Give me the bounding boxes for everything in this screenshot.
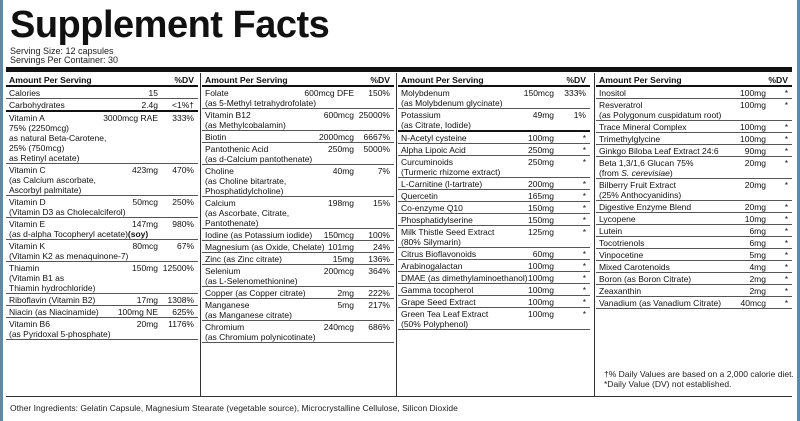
nutrient-amount: 100mg: [528, 261, 554, 271]
nutrient-amount: 2mg: [337, 288, 354, 298]
nutrient-source: (80% Silymarin): [401, 237, 461, 247]
nutrient-name: Manganese: [205, 300, 250, 310]
nutrient-name: Iodine (as Potassium iodide): [205, 230, 313, 240]
nutrient-amount: 100mg: [528, 309, 554, 319]
nutrient-source: (as d-alpha Tocopheryl acetate)(soy): [9, 229, 149, 239]
nutrient-daily-value: 150%: [368, 88, 390, 98]
nutrient-name: Calories: [9, 88, 41, 98]
nutrient-source: as Retinyl acetate): [9, 153, 80, 163]
nutrient-daily-value: 1308%: [167, 295, 194, 305]
panel-title: Supplement Facts: [10, 4, 330, 46]
nutrient-amount: 2000mcg: [319, 132, 354, 142]
nutrient-name: Folate: [205, 88, 229, 98]
nutrient-amount: 250mg: [328, 144, 354, 154]
nutrient-amount: 40mcg: [740, 298, 766, 308]
nutrient-source: Thiamin hydrochloride): [9, 283, 96, 293]
nutrient-daily-value: 15%: [372, 198, 390, 208]
nutrient-daily-value: *: [582, 227, 586, 237]
nutrient-daily-value: 136%: [368, 254, 390, 264]
nutrient-source: (as Manganese citrate): [205, 310, 292, 320]
nutrient-name: Citrus Bioflavonoids: [401, 249, 477, 259]
nutrient-amount: 20mg: [136, 319, 158, 329]
nutrient-daily-value: *: [784, 146, 788, 156]
daily-value-heading: %DV: [566, 75, 586, 85]
nutrient-row: [398, 202, 590, 214]
footnote: [604, 369, 794, 389]
nutrient-name: Potassium: [401, 110, 441, 120]
nutrient-row: [6, 99, 198, 112]
nutrient-amount: 198mg: [328, 198, 354, 208]
nutrient-row: [202, 165, 394, 197]
nutrient-name: Vitamin B6: [9, 319, 50, 329]
nutrient-row: [596, 133, 792, 145]
nutrient-amount: 150mg: [528, 203, 554, 213]
nutrient-name: Vinpocetine: [599, 250, 644, 260]
nutrient-daily-value: *: [582, 309, 586, 319]
nutrient-row: [398, 248, 590, 260]
nutrient-daily-value: *: [784, 158, 788, 168]
nutrient-daily-value: *: [784, 122, 788, 132]
nutrient-daily-value: 222%: [368, 288, 390, 298]
nutrient-name: Resveratrol: [599, 100, 643, 110]
allergen-soy: (soy): [127, 229, 149, 239]
nutrient-source: Ascorbyl palmitate): [9, 185, 82, 195]
nutrient-daily-value: *: [582, 215, 586, 225]
nutrient-name: Phosphatidylserine: [401, 215, 473, 225]
nutrient-daily-value: *: [784, 286, 788, 296]
nutrient-daily-value: 980%: [172, 219, 194, 229]
nutrient-amount: 150mcg: [323, 230, 354, 240]
nutrient-daily-value: 625%: [172, 307, 194, 317]
nutrient-name: Green Tea Leaf Extract: [401, 309, 489, 319]
nutrient-daily-value: 25000%: [358, 110, 390, 120]
nutrient-daily-value: *: [784, 274, 788, 284]
nutrient-column-2: [202, 73, 394, 396]
nutrient-daily-value: *: [784, 202, 788, 212]
nutrient-name: DMAE (as dimethylaminoethanol): [401, 273, 528, 283]
nutrient-row: [596, 87, 792, 99]
nutrient-amount: 240mcg: [323, 322, 354, 332]
nutrient-row: [6, 218, 198, 240]
nutrient-name: Pantothenic Acid: [205, 144, 269, 154]
daily-value-heading: %DV: [768, 75, 788, 85]
column-header: [6, 73, 198, 87]
nutrient-daily-value: *: [784, 100, 788, 110]
footnote-dv-basis: †% Daily Values are based on a 2,000 calorie diet.: [604, 369, 794, 379]
nutrient-row: [398, 132, 590, 144]
serving-info: [10, 47, 118, 65]
serving-size: Serving Size: 12 capsules: [10, 46, 114, 56]
nutrient-row: [398, 144, 590, 156]
nutrient-row: [596, 297, 792, 309]
nutrient-name: Grape Seed Extract: [401, 297, 476, 307]
nutrient-daily-value: *: [582, 249, 586, 259]
nutrient-name: Vitamin E: [9, 219, 46, 229]
nutrient-daily-value: 1%: [573, 110, 586, 120]
nutrient-daily-value: *: [582, 145, 586, 155]
nutrient-source: (Vitamin B1 as: [9, 273, 65, 283]
nutrient-amount: 100mg: [740, 134, 766, 144]
nutrient-row: [398, 87, 590, 109]
nutrient-row: [596, 99, 792, 121]
nutrient-daily-value: *: [784, 134, 788, 144]
amount-per-serving-heading: Amount Per Serving: [401, 75, 484, 85]
nutrient-row: [596, 249, 792, 261]
nutrient-row: [398, 214, 590, 226]
nutrient-name: Vitamin B12: [205, 110, 251, 120]
nutrient-daily-value: 217%: [368, 300, 390, 310]
nutrient-name: Selenium: [205, 266, 241, 276]
nutrient-name: Choline: [205, 166, 234, 176]
nutrient-amount: 125mg: [528, 227, 554, 237]
nutrient-row: [202, 265, 394, 287]
nutrient-row: [202, 299, 394, 321]
nutrient-row: [398, 296, 590, 308]
nutrient-row: [596, 213, 792, 225]
nutrient-amount: 2mg: [749, 274, 766, 284]
nutrient-daily-value: 67%: [176, 241, 194, 251]
nutrient-row: [202, 321, 394, 343]
nutrient-row: [596, 157, 792, 179]
nutrient-row: [596, 273, 792, 285]
nutrient-amount: 150mcg: [523, 88, 554, 98]
nutrient-row: [202, 143, 394, 165]
nutrient-daily-value: 333%: [172, 113, 194, 123]
nutrient-row: [398, 156, 590, 178]
nutrient-name: Thiamin: [9, 263, 40, 273]
nutrient-name: Curcuminoids: [401, 157, 453, 167]
nutrient-row: [596, 145, 792, 157]
nutrient-source: (as Citrate, Iodide): [401, 120, 471, 130]
nutrient-amount: 4mg: [749, 262, 766, 272]
amount-per-serving-heading: Amount Per Serving: [9, 75, 92, 85]
nutrient-name: Lycopene: [599, 214, 636, 224]
nutrient-row: [6, 196, 198, 218]
nutrient-row: [596, 121, 792, 133]
nutrient-daily-value: 686%: [368, 322, 390, 332]
nutrient-name: Chromium: [205, 322, 245, 332]
column-header: [202, 73, 394, 87]
nutrient-row: [398, 226, 590, 248]
nutrient-row: [6, 306, 198, 318]
nutrient-name: Vitamin C: [9, 165, 46, 175]
nutrient-name: Tocotrienols: [599, 238, 645, 248]
nutrient-amount: 100mg: [740, 122, 766, 132]
nutrient-source: (as Molybdenum glycinate): [401, 98, 503, 108]
nutrient-row: [6, 87, 198, 99]
nutrient-daily-value: *: [582, 261, 586, 271]
nutrient-row: [596, 237, 792, 249]
nutrient-amount: 2.4g: [141, 100, 158, 110]
nutrient-daily-value: *: [582, 157, 586, 167]
nutrient-row: [398, 272, 590, 284]
nutrient-row: [398, 178, 590, 190]
nutrient-name: Calcium: [205, 198, 236, 208]
nutrient-amount: 165mg: [528, 191, 554, 201]
nutrient-amount: 15: [148, 88, 158, 98]
nutrient-row: [596, 285, 792, 297]
nutrient-source: (as L-Selenomethionine): [205, 276, 298, 286]
nutrient-amount: 5mg: [749, 250, 766, 260]
nutrient-amount: 5mg: [337, 300, 354, 310]
nutrient-row: [6, 164, 198, 196]
other-ingredients: Other Ingredients: Gelatin Capsule, Magnesium Stearate (vegetable source), Microcrystalline Cellulose, Silicon Dioxide: [10, 403, 458, 413]
nutrient-row: [202, 287, 394, 299]
column-divider: [594, 73, 595, 396]
nutrient-name: Inositol: [599, 88, 626, 98]
nutrient-name: Vitamin K: [9, 241, 46, 251]
nutrient-amount: 80mcg: [132, 241, 158, 251]
nutrient-daily-value: 250%: [172, 197, 194, 207]
nutrient-amount: 250mg: [528, 145, 554, 155]
nutrient-row: [596, 179, 792, 201]
nutrient-source: (50% Polyphenol): [401, 319, 469, 329]
nutrient-column-3: [398, 73, 590, 396]
nutrient-row: [6, 112, 198, 164]
amount-per-serving-heading: Amount Per Serving: [205, 75, 288, 85]
nutrient-daily-value: *: [582, 179, 586, 189]
daily-value-heading: %DV: [174, 75, 194, 85]
nutrient-name: Digestive Enzyme Blend: [599, 202, 692, 212]
nutrient-name: Niacin (as Niacinamide): [9, 307, 99, 317]
nutrient-row: [6, 240, 198, 262]
nutrient-amount: 147mg: [132, 219, 158, 229]
nutrient-amount: 100mg: [528, 285, 554, 295]
nutrient-amount: 600mcg: [323, 110, 354, 120]
nutrient-daily-value: *: [784, 298, 788, 308]
nutrient-row: [398, 260, 590, 272]
nutrient-name: Boron (as Boron Citrate): [599, 274, 692, 284]
nutrient-daily-value: *: [582, 285, 586, 295]
nutrient-daily-value: *: [582, 273, 586, 283]
nutrient-row: [398, 308, 590, 330]
nutrient-amount: 200mg: [528, 179, 554, 189]
nutrient-name: Vitamin D: [9, 197, 46, 207]
nutrient-source: (Vitamin D3 as Cholecalciferol): [9, 207, 126, 217]
nutrient-row: [202, 87, 394, 109]
nutrient-daily-value: 100%: [368, 230, 390, 240]
nutrient-name: Ginkgo Biloba Leaf Extract 24:6: [599, 146, 719, 156]
nutrient-daily-value: 470%: [172, 165, 194, 175]
servings-per-container: Servings Per Container: 30: [10, 55, 119, 65]
nutrient-row: [398, 284, 590, 296]
nutrient-row: [202, 109, 394, 131]
nutrient-source: (Turmeric rhizome extract): [401, 167, 501, 177]
nutrient-source: (as Calcium ascorbate,: [9, 175, 96, 185]
nutrient-daily-value: *: [784, 262, 788, 272]
nutrient-name: N-Acetyl cysteine: [401, 133, 467, 143]
nutrient-row: [202, 131, 394, 143]
nutrient-amount: 40mg: [332, 166, 354, 176]
nutrient-amount: 100mg: [528, 133, 554, 143]
nutrient-amount: 100mg: [740, 88, 766, 98]
nutrient-column-4: [596, 73, 792, 396]
nutrient-amount: 2mg: [749, 286, 766, 296]
nutrient-amount: 200mcg: [323, 266, 354, 276]
nutrient-source: (as Ascorbate, Citrate,: [205, 208, 290, 218]
nutrient-name: Magnesium (as Oxide, Chelate): [205, 242, 325, 252]
column-divider: [396, 73, 397, 396]
nutrient-row: [202, 229, 394, 241]
nutrient-source: 75% (2250mcg): [9, 123, 70, 133]
nutrient-source: Phosphatidylcholine): [205, 186, 284, 196]
nutrient-row: [596, 225, 792, 237]
nutrient-daily-value: 1176%: [168, 319, 194, 329]
daily-value-heading: %DV: [370, 75, 390, 85]
column-header: [596, 73, 792, 87]
nutrient-amount: 600mcg DFE: [304, 88, 354, 98]
nutrient-daily-value: *: [784, 88, 788, 98]
nutrient-source: Pantothenate): [205, 218, 259, 228]
amount-per-serving-heading: Amount Per Serving: [599, 75, 682, 85]
nutrient-name: Biotin: [205, 132, 227, 142]
nutrient-name: Mixed Carotenoids: [599, 262, 670, 272]
nutrient-name: Arabinogalactan: [401, 261, 463, 271]
nutrient-source: 25% (750mcg): [9, 143, 65, 153]
nutrient-row: [398, 190, 590, 202]
nutrient-amount: 100mg NE: [117, 307, 158, 317]
nutrient-row: [596, 261, 792, 273]
nutrient-name: Trace Mineral Complex: [599, 122, 687, 132]
nutrient-name: Alpha Lipoic Acid: [401, 145, 466, 155]
nutrient-name: Riboflavin (Vitamin B2): [9, 295, 96, 305]
nutrient-daily-value: *: [582, 133, 586, 143]
nutrient-amount: 17mg: [136, 295, 158, 305]
nutrient-amount: 3000mcg RAE: [103, 113, 158, 123]
nutrient-source: (as Choline bitartrate,: [205, 176, 287, 186]
nutrient-daily-value: <1%†: [172, 100, 194, 110]
nutrient-amount: 6mg: [749, 226, 766, 236]
nutrient-amount: 90mg: [744, 146, 766, 156]
column-header: [398, 73, 590, 87]
nutrient-name: Zeaxanthin: [599, 286, 642, 296]
nutrient-row: [398, 109, 590, 132]
left-border: [0, 0, 3, 421]
nutrient-daily-value: 333%: [564, 88, 586, 98]
nutrient-daily-value: *: [582, 203, 586, 213]
nutrient-amount: 49mg: [532, 110, 554, 120]
nutrient-amount: 20mg: [744, 202, 766, 212]
nutrient-daily-value: 24%: [372, 242, 390, 252]
nutrient-amount: 150mg: [528, 215, 554, 225]
nutrient-amount: 20mg: [744, 180, 766, 190]
nutrient-daily-value: *: [784, 214, 788, 224]
nutrient-amount: 100mg: [528, 297, 554, 307]
nutrient-amount: 101mg: [328, 242, 354, 252]
nutrient-name: Co-enzyme Q10: [401, 203, 463, 213]
nutrient-daily-value: *: [784, 226, 788, 236]
nutrient-daily-value: 7%: [377, 166, 390, 176]
nutrient-source: as natural Beta-Carotene,: [9, 133, 107, 143]
nutrient-amount: 6mg: [749, 238, 766, 248]
nutrient-name: Milk Thistle Seed Extract: [401, 227, 495, 237]
nutrient-amount: 150mg: [132, 263, 158, 273]
nutrient-name: Lutein: [599, 226, 623, 236]
nutrient-amount: 15mg: [332, 254, 354, 264]
nutrient-row: [6, 318, 198, 340]
nutrient-name: Molybdenum: [401, 88, 450, 98]
nutrient-row: [596, 201, 792, 213]
nutrient-amount: 423mg: [132, 165, 158, 175]
nutrient-daily-value: *: [582, 191, 586, 201]
nutrient-name: Beta 1,3/1,6 Glucan 75%: [599, 158, 694, 168]
nutrient-row: [6, 262, 198, 294]
nutrient-amount: 250mg: [528, 157, 554, 167]
nutrient-amount: 60mg: [532, 249, 554, 259]
nutrient-row: [6, 294, 198, 306]
nutrient-amount: 100mg: [528, 273, 554, 283]
nutrient-amount: 50mcg: [132, 197, 158, 207]
nutrient-column-1: [6, 73, 198, 396]
nutrient-name: Carbohydrates: [9, 100, 65, 110]
nutrient-source: (25% Anthocyanidins): [599, 190, 682, 200]
nutrient-source: (as Polygonum cuspidatum root): [599, 110, 722, 120]
nutrient-amount: 10mg: [744, 214, 766, 224]
nutrient-amount: 100mg: [740, 100, 766, 110]
nutrient-source: (Vitamin K2 as menaquinone-7): [9, 251, 129, 261]
bottom-divider: [6, 396, 792, 397]
nutrient-name: Gamma tocopherol: [401, 285, 474, 295]
nutrient-daily-value: *: [784, 180, 788, 190]
nutrient-name: Vitamin A: [9, 113, 45, 123]
nutrient-daily-value: 5000%: [363, 144, 390, 154]
footnote-dv-not-established: *Daily Value (DV) not established.: [604, 379, 732, 389]
nutrient-name: Zinc (as Zinc citrate): [205, 254, 282, 264]
nutrient-name: Quercetin: [401, 191, 438, 201]
nutrient-source: (as Pyridoxal 5-phosphate): [9, 329, 111, 339]
nutrient-daily-value: *: [784, 250, 788, 260]
nutrient-row: [202, 197, 394, 229]
nutrient-daily-value: 12500%: [162, 263, 194, 273]
species-name: S. cerevisiae: [621, 168, 670, 178]
nutrient-source: (from S. cerevisiae): [599, 168, 673, 178]
thick-divider: [6, 67, 792, 72]
column-divider: [200, 73, 201, 396]
nutrient-source: (as Chromium polynicotinate): [205, 332, 316, 342]
nutrient-name: Vanadium (as Vanadium Citrate): [599, 298, 722, 308]
nutrient-source: (as Methylcobalamin): [205, 120, 286, 130]
nutrient-row: [202, 241, 394, 253]
nutrient-amount: 20mg: [744, 158, 766, 168]
nutrient-name: L-Carnitine (l-tartrate): [401, 179, 483, 189]
nutrient-daily-value: 6667%: [363, 132, 390, 142]
nutrient-daily-value: *: [582, 297, 586, 307]
nutrient-daily-value: *: [784, 238, 788, 248]
nutrient-source: (as 5-Methyl tetrahydrofolate): [205, 98, 317, 108]
nutrient-daily-value: 364%: [368, 266, 390, 276]
nutrient-name: Copper (as Copper citrate): [205, 288, 306, 298]
nutrient-name: Trimethylglycine: [599, 134, 661, 144]
nutrient-name: Bilberry Fruit Extract: [599, 180, 676, 190]
nutrient-row: [202, 253, 394, 265]
nutrient-source: (as d-Calcium pantothenate): [205, 154, 313, 164]
